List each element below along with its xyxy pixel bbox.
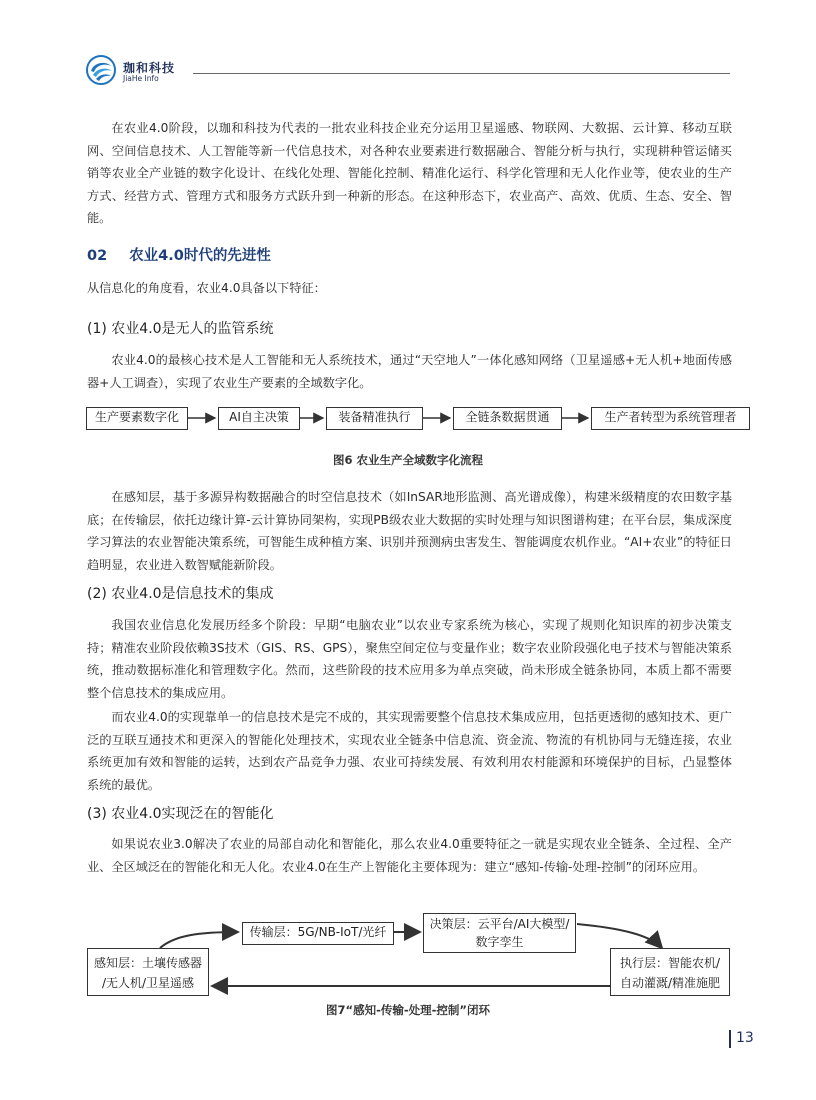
flow-step-1: 生产要素数字化 [86,407,188,430]
perception-line-1: 感知层：土壤传感器 [93,956,202,970]
execution-line-2: 自动灌溉/精准施肥 [619,976,721,990]
flow-step-2: AI自主决策 [218,407,300,430]
perception-layer-box [87,948,209,996]
point1-title: (1) 农业4.0是无人的监管系统 [87,321,274,337]
flow-step-4: 全链条数据贯通 [453,407,562,430]
perception-line-2: /无人机/卫星遥感 [101,976,195,990]
point2-paragraph-2: 而农业4.0的实现靠单一的信息技术是完不成的，其实现需要整个信息技术集成应用，包括更透彻的感知技术、更广泛的互联互通技术和更深入的智能化处理技术，实现农业全链条中信息流、资金流、物流的有机协同与无缝连接，农业系统更加有效和智能的运转，达到农产品竞争力强、农业可持续发展、有效利用农村能源和环境保护的目标，凸显整体系统的最优。 [87,710,732,792]
transmission-layer-box: 传输层：5G/NB-IoT/光纤 [242,922,394,945]
point1-paragraph-2: 在感知层，基于多源异构数据融合的时空信息技术（如InSAR地形监测、高光谱成像），构建米级精度的农田数字基底；在传输层，依托边缘计算-云计算协同架构，实现PB级农业大数据的实时处理与知识图谱构建；在平台层，集成深度学习算法的农业智能决策系统，可智能生成种植方案、识别并预测病虫害发生、智能调度农机作业。“AI+农业”的特征日趋明显，农业进入数智赋能新阶段。 [87,490,732,572]
flow-step-3: 装备精准执行 [326,407,423,430]
point3-paragraph-1: 如果说农业3.0解决了农业的局部自动化和智能化，那么农业4.0重要特征之一就是实现农业全链条、全过程、全产业、全区域泛在的智能化和无人化。农业4.0在生产上智能化主要体现为：建立“感知-传输-处理-控制”的闭环应用。 [87,837,732,874]
point2-title: (2) 农业4.0是信息技术的集成 [87,586,274,602]
point1-paragraph-1: 农业4.0的最核心技术是人工智能和无人系统技术，通过“天空地人”一体化感知网络（卫星遥感+无人机+地面传感器+人工调查），实现了农业生产要素的全域数字化。 [87,353,732,390]
execution-layer-box [610,948,730,996]
section-title-text: 农业4.0时代的先进性 [129,248,271,264]
brand-name-cn: 珈和科技 [123,61,176,75]
point2-paragraph-1: 我国农业信息化发展历经多个阶段：早期“电脑农业”以农业专家系统为核心，实现了规则化知识库的初步决策支持；精准农业阶段依赖3S技术（GIS、RS、GPS），聚焦空间定位与变量作业；数字农业阶段强化电子技术与智能决策系统，推动数据标准化和管理数字化。然而，这些阶段的技术应用多为单点突破，尚未形成全链条协同，本质上都不需要整个信息技术的集成应用。 [87,618,732,700]
decision-line-1: 决策层：云平台/AI大模型/ [429,917,570,931]
page-number: 13 [736,1030,754,1046]
intro-paragraph: 在农业4.0阶段，以珈和科技为代表的一批农业科技企业充分运用卫星遥感、物联网、大数据、云计算、移动互联网、空间信息技术、人工智能等新一代信息技术，对各种农业要素进行数据融合、智能分析与执行，实现耕种管运储买销等农业全产业链的数字化设计、在线化处理、智能化控制、精准化运行、科学化管理和无人化作业等，使农业的生产方式、经营方式、管理方式和服务方式跃升到一种新的形态。在这种形态下，农业高产、高效、优质、生态、安全、智能。 [87,121,732,226]
decision-layer-box [423,913,576,953]
figure6-caption: 图6 农业生产全域数字化流程 [332,453,483,467]
execution-line-1: 执行层：智能农机/ [619,956,721,970]
lead-text: 从信息化的角度看，农业4.0具备以下特征： [87,281,326,295]
section-number: 02 [87,248,108,264]
point3-title: (3) 农业4.0实现泛在的智能化 [87,806,274,822]
decision-line-2: 数字孪生 [475,935,524,949]
page-number-bar [729,1030,731,1048]
flow-step-5: 生产者转型为系统管理者 [591,407,750,430]
brand-name-en: JiaHe Info [123,74,159,83]
figure7-caption: 图7“感知-传输-处理-控制”闭环 [326,1003,490,1017]
